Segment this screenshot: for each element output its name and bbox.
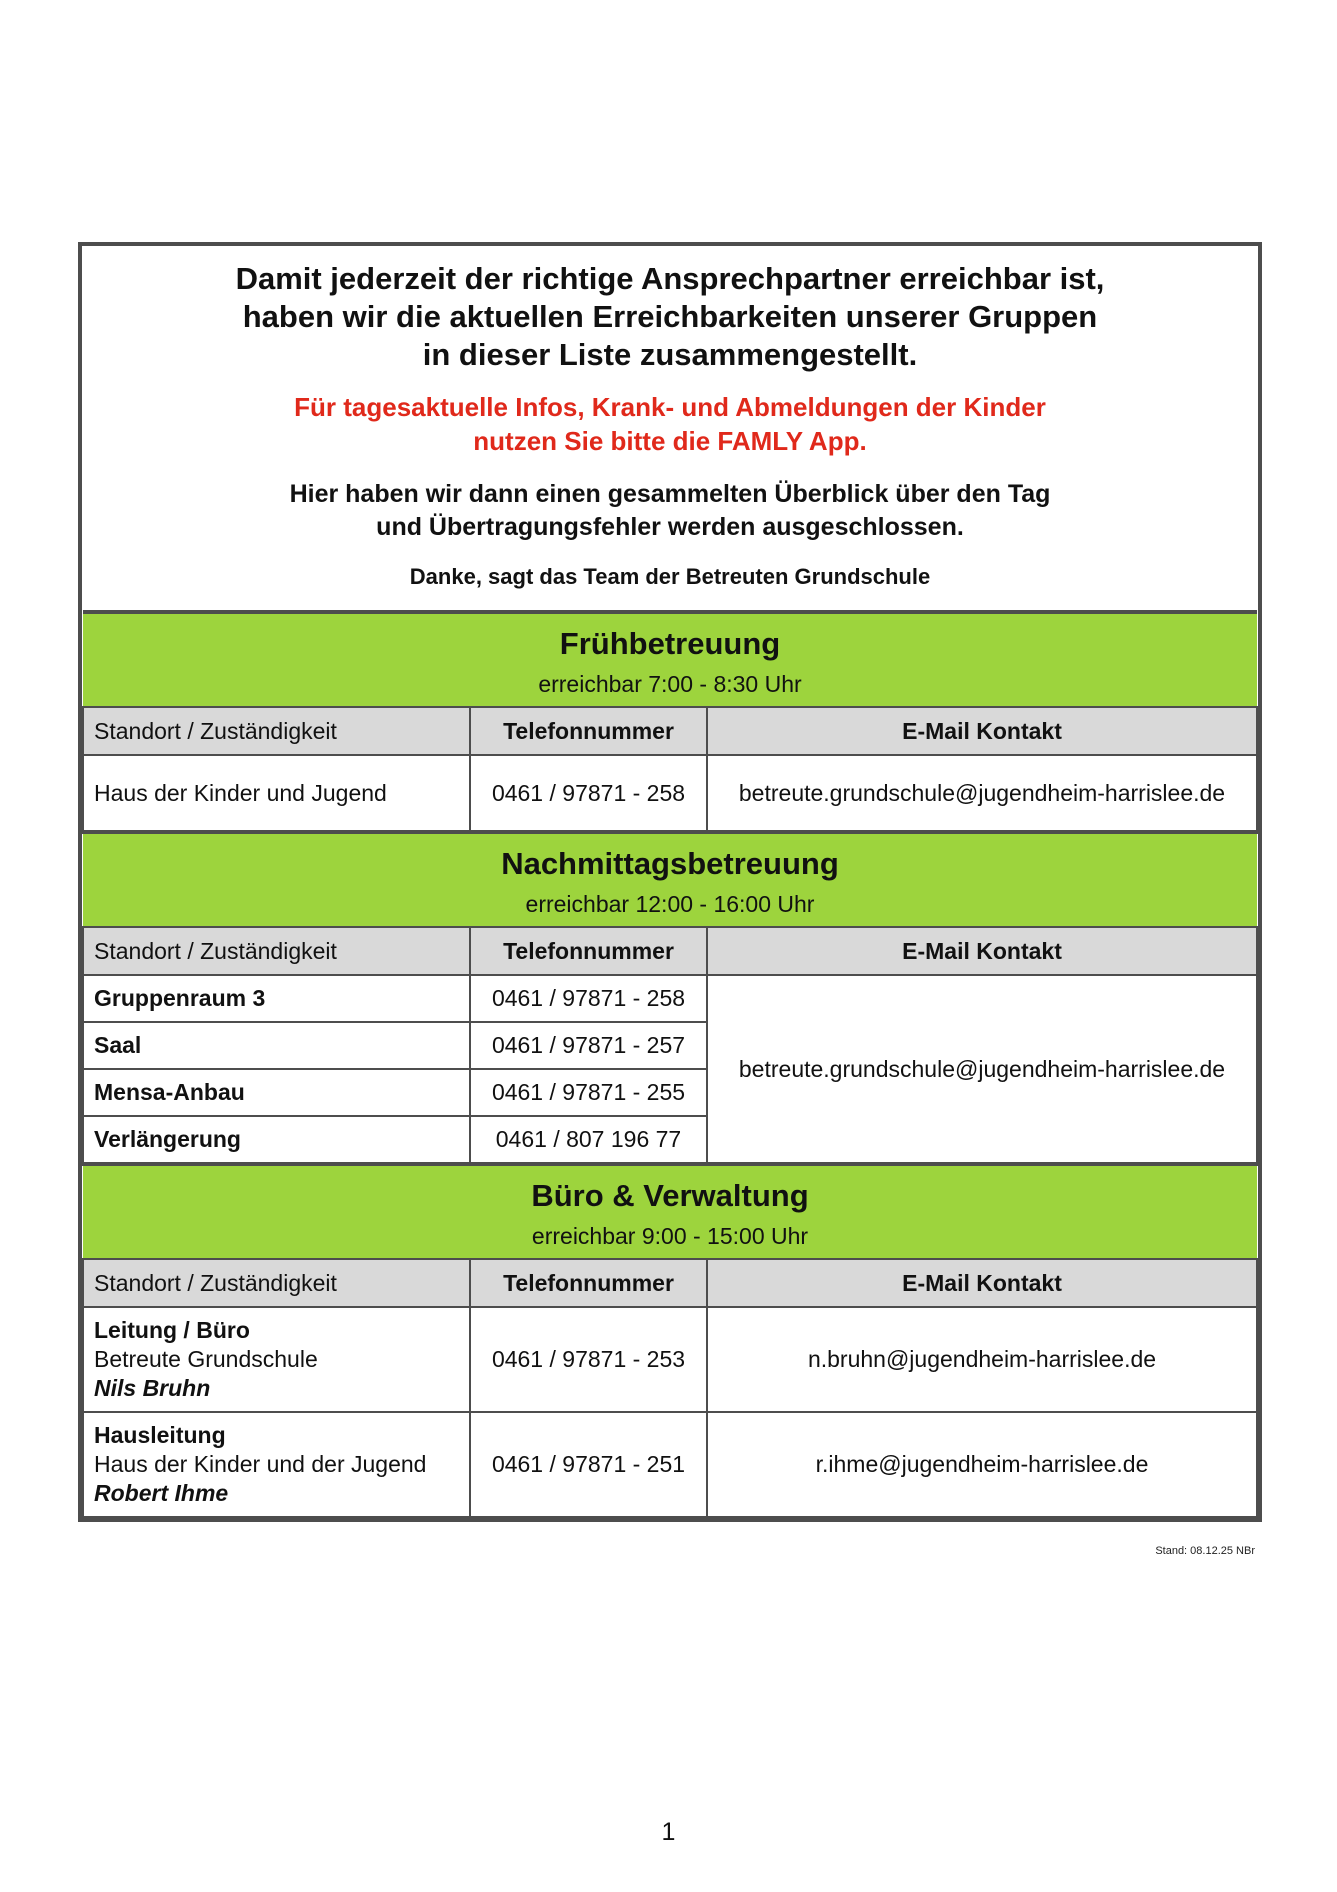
phone-cell: 0461 / 807 196 77 [470, 1116, 707, 1164]
location-cell: Mensa-Anbau [83, 1069, 470, 1116]
shared-email-cell: betreute.grundschule@jugendheim-harrislee.de [707, 975, 1257, 1164]
contact-sheet [78, 242, 1262, 1522]
section-title: Nachmittagsbetreuung [83, 832, 1257, 890]
table-row [83, 755, 1257, 832]
col-email-header: E-Mail Kontakt [707, 707, 1257, 755]
email-cell: n.bruhn@jugendheim-harrislee.de [707, 1307, 1257, 1412]
thanks-text: Danke, sagt das Team der Betreuten Grundschule [409, 564, 931, 589]
section-title: Büro & Verwaltung [83, 1164, 1257, 1222]
col-location-header: Standort / Zuständigkeit [83, 927, 470, 975]
location-cell: Saal [83, 1022, 470, 1069]
email-cell: r.ihme@jugendheim-harrislee.de [707, 1412, 1257, 1517]
unit-label: Haus der Kinder und der Jugend [94, 1451, 427, 1477]
stand-note: Stand: 08.12.25 NBr [1155, 1545, 1255, 1557]
section-fruehbetreuung [83, 612, 1257, 707]
phone-cell: 0461 / 97871 - 258 [470, 755, 707, 832]
famly-notice: Für tagesaktuelle Infos, Krank- und Abmeldungen der Kinder nutzen Sie bitte die FAMLY App. [294, 392, 1046, 456]
table-row [83, 1412, 1257, 1517]
intro-heading: Damit jederzeit der richtige Ansprechpartner erreichbar ist, haben wir die aktuellen Erreichbarkeiten unserer Gruppen in dieser Liste zusammengestellt. [235, 261, 1105, 372]
role-label: Leitung / Büro [94, 1317, 250, 1343]
location-cell: Haus der Kinder und Jugend [83, 755, 470, 832]
phone-cell: 0461 / 97871 - 257 [470, 1022, 707, 1069]
col-email-header: E-Mail Kontakt [707, 1259, 1257, 1307]
person-name: Robert Ihme [94, 1480, 229, 1506]
section-nachmittagsbetreuung [83, 832, 1257, 927]
column-header-row [83, 707, 1257, 755]
email-cell: betreute.grundschule@jugendheim-harrislee.de [707, 755, 1257, 832]
column-header-row [83, 927, 1257, 975]
phone-cell: 0461 / 97871 - 255 [470, 1069, 707, 1116]
role-label: Hausleitung [94, 1422, 226, 1448]
page-number: 1 [661, 1818, 676, 1846]
section-hours: erreichbar 12:00 - 16:00 Uhr [83, 890, 1257, 927]
location-cell [83, 1412, 470, 1517]
contact-table [82, 610, 1258, 1518]
col-location-header: Standort / Zuständigkeit [83, 1259, 470, 1307]
phone-cell: 0461 / 97871 - 251 [470, 1412, 707, 1517]
overview-info: Hier haben wir dann einen gesammelten Überblick über den Tag und Übertragungsfehler werden ausgeschlossen. [289, 480, 1051, 541]
location-cell [83, 1307, 470, 1412]
intro-block [82, 246, 1258, 610]
phone-cell: 0461 / 97871 - 253 [470, 1307, 707, 1412]
section-hours: erreichbar 9:00 - 15:00 Uhr [83, 1222, 1257, 1259]
unit-label: Betreute Grundschule [94, 1346, 318, 1372]
col-email-header: E-Mail Kontakt [707, 927, 1257, 975]
col-phone-header: Telefonnummer [470, 1259, 707, 1307]
phone-cell: 0461 / 97871 - 258 [470, 975, 707, 1022]
location-cell: Gruppenraum 3 [83, 975, 470, 1022]
col-phone-header: Telefonnummer [470, 927, 707, 975]
column-header-row [83, 1259, 1257, 1307]
section-title: Frühbetreuung [83, 612, 1257, 670]
col-phone-header: Telefonnummer [470, 707, 707, 755]
person-name: Nils Bruhn [94, 1375, 211, 1401]
table-row [83, 975, 1257, 1022]
section-buero-verwaltung [83, 1164, 1257, 1259]
section-hours: erreichbar 7:00 - 8:30 Uhr [83, 670, 1257, 707]
location-cell: Verlängerung [83, 1116, 470, 1164]
col-location-header: Standort / Zuständigkeit [83, 707, 470, 755]
table-row [83, 1307, 1257, 1412]
